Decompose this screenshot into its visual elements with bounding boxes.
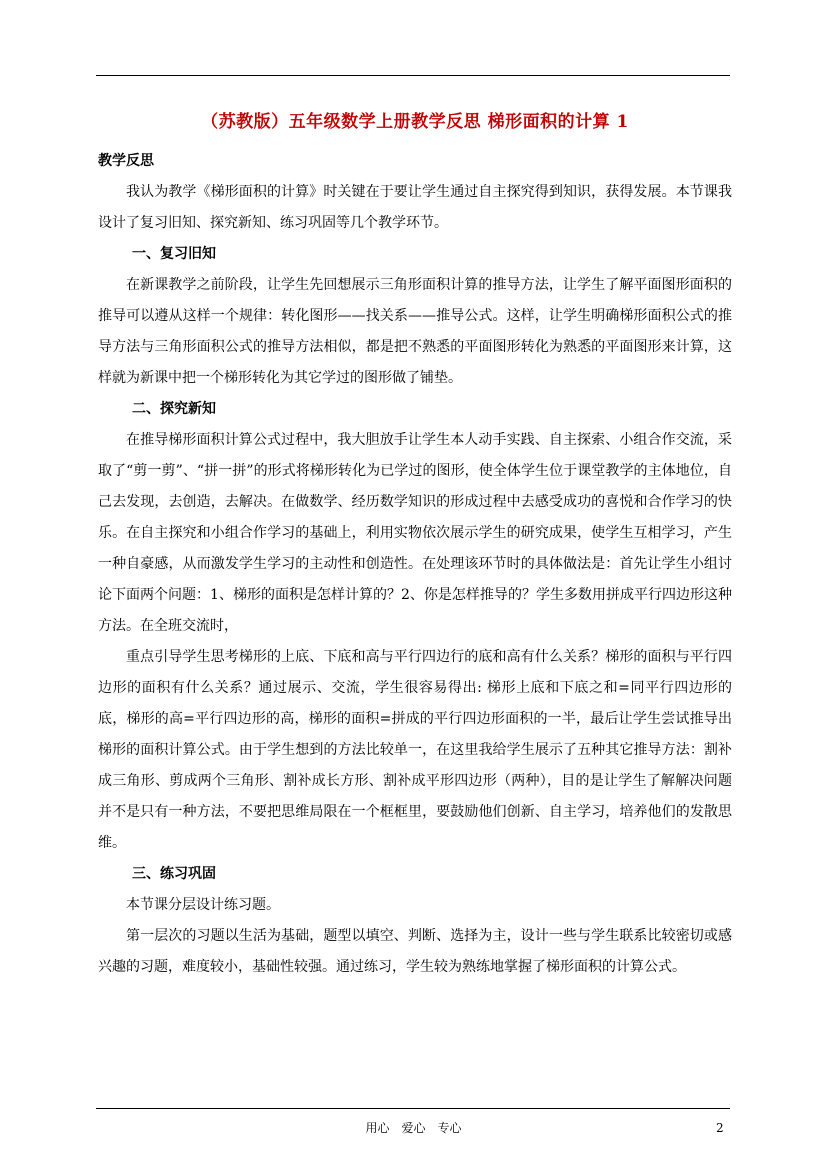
section-heading-practice: 三、练习巩固 <box>132 866 216 882</box>
section-heading-explore: 二、探究新知 <box>132 401 216 417</box>
footer-rule <box>96 1108 730 1109</box>
paragraph-practice-1: 本节课分层设计练习题。 <box>126 897 280 913</box>
document-body <box>98 110 732 983</box>
paragraph-explore-1: 在推导梯形面积计算公式过程中，我大胆放手让学生本人动手实践、自主探索、小组合作交流，采取了“剪一剪”、“拼一拼”的形式将梯形转化为已学过的图形，使全体学生位于课堂教学的主体地位，自己去发现，去创造，去解决。在做数学、经历数学知识的形成过程中去感受成功的喜悦和合作学习的快乐。在自主探究和小组合作学习的基础上，利用实物依次展示学生的研究成果，使学生互相学习，产生一种自豪感，从而激发学生学习的主动性和创造性。在处理该环节时的具体做法是：首先让学生小组讨论下面两个问题：1、梯形的面积是怎样计算的？2、你是怎样推导的？学生多数用拼成平行四边形这种方法。在全班交流时， <box>98 432 732 634</box>
document-title: （苏教版）五年级数学上册教学反思 梯形面积的计算 1 <box>201 112 629 132</box>
section-heading-review: 一、复习旧知 <box>132 246 216 262</box>
header-rule <box>96 75 730 76</box>
heading-teaching-reflection: 教学反思 <box>98 153 154 169</box>
footer-text: 用心 爱心 专心 <box>365 1121 462 1135</box>
paragraph-review: 在新课教学之前阶段，让学生先回想展示三角形面积计算的推导方法，让学生了解平面图形面积的推导可以遵从这样一个规律：转化图形——找关系——推导公式。这样，让学生明确梯形面积公式的推导方法与三角形面积公式的推导方法相似，都是把不熟悉的平面图形转化为熟悉的平面图形来计算，这样就为新课中把一个梯形转化为其它学过的图形做了铺垫。 <box>98 277 732 386</box>
page-number: 2 <box>716 1121 724 1135</box>
paragraph-practice-2: 第一层次的习题以生活为基础，题型以填空、判断、选择为主，设计一些与学生联系比较密切或感兴趣的习题，难度较小，基础性较强。通过练习，学生较为熟练地掌握了梯形面积的计算公式。 <box>98 928 732 975</box>
paragraph-intro: 我认为教学《梯形面积的计算》时关键在于要让学生通过自主探究得到知识，获得发展。本节课我设计了复习旧知、探究新知、练习巩固等几个教学环节。 <box>98 184 732 231</box>
paragraph-explore-2: 重点引导学生思考梯形的上底、下底和高与平行四边行的底和高有什么关系？梯形的面积与平行四边形的面积有什么关系？通过展示、交流，学生很容易得出: 梯形上底和下底之和=同平行四边形的底，梯形的高=平行四边形的高，梯形的面积=拼成的平行四边形面积的一半，最后让学生尝试推导出梯形的面积计算公式。由于学生想到的方法比较单一，在这里我给学生展示了五种其它推导方法：割补成三角形、剪成两个三角形、割补成长方形、割补成平形四边形（两种），目的是让学生了解解决问题并不是只有一种方法，不要把思维局限在一个框框里，要鼓励他们创新、自主学习，培养他们的发散思维。 <box>98 649 732 851</box>
